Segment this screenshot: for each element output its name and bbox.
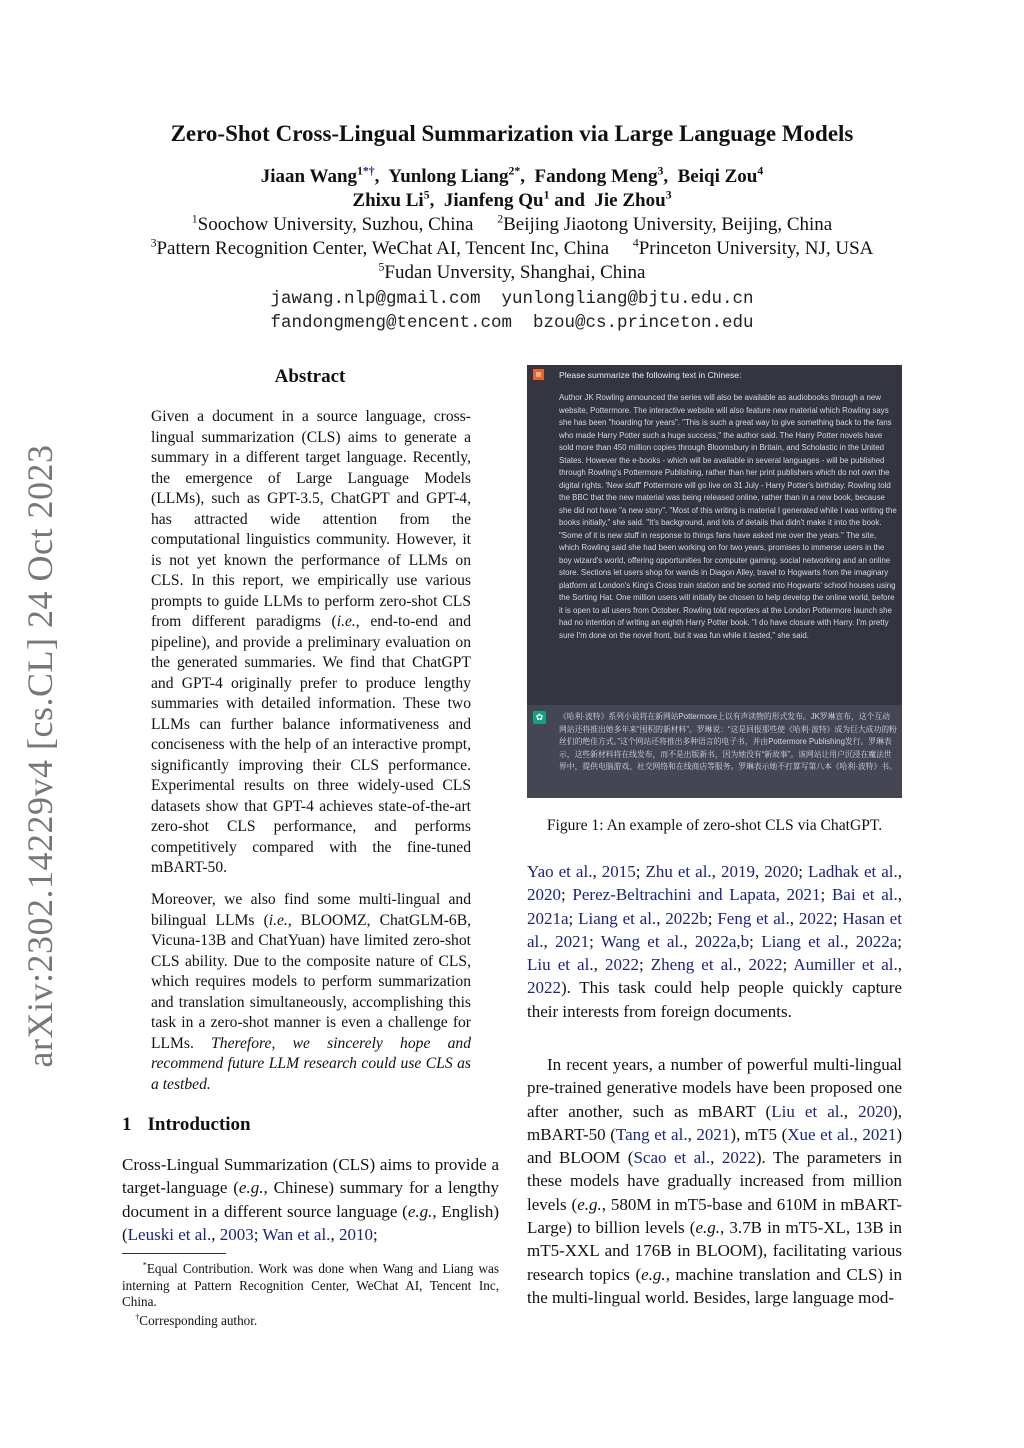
email-line-2[interactable]: fandongmeng@tencent.com bzou@cs.princeton.edu xyxy=(270,313,754,333)
citation-link[interactable]: 2021 xyxy=(696,1124,731,1144)
body-text: ; xyxy=(589,931,601,951)
abstract-heading: Abstract xyxy=(274,366,346,387)
author-line-1 xyxy=(0,166,1024,188)
author: Fandong Meng$^3$, xyxy=(534,164,669,187)
body-text: ; xyxy=(832,908,843,928)
footnote-corresponding: †Corresponding author. xyxy=(135,1312,258,1328)
citation-link[interactable]: Bai et al. xyxy=(831,885,898,905)
body-text: ) and BLOOM ( xyxy=(527,1124,903,1168)
citation-link[interactable]: 2015 xyxy=(601,862,636,881)
right-column-paragraph-2 xyxy=(527,1053,902,1309)
author: Jiaan Wang$^{1*\dagger}$, xyxy=(260,164,380,187)
citation-link[interactable]: b xyxy=(740,931,750,951)
introduction-paragraph: Cross-Lingual Summarization (CLS) aims to provide a target-language (e.g., Chinese) summary for a lengthy document in a different source language (e.g., English) (Leuski et al., 2003; Wan et al., 2010; xyxy=(122,1155,499,1244)
footnote-rule xyxy=(122,1253,226,1254)
prompt-header: Please summarize the following text in Chinese: xyxy=(559,370,742,380)
body-text: , xyxy=(683,931,695,951)
figure-caption: Figure 1: An example of zero-shot CLS via ChatGPT. xyxy=(546,817,883,834)
affiliation-line-1: $^1$Soochow University, Suzhou, China $^2$Beijing Jiaotong University, Beijing, China xyxy=(191,212,833,235)
figure-chatgpt-example xyxy=(527,365,902,798)
citation-link[interactable]: 2022a xyxy=(855,931,898,951)
citation-link[interactable]: Leuski et al. xyxy=(127,1224,212,1244)
citation-link[interactable]: Aumiller et al. xyxy=(793,955,898,975)
chatgpt-response xyxy=(527,705,902,798)
citation-link[interactable]: 2021a xyxy=(527,908,569,928)
body-text: , xyxy=(710,1148,722,1168)
abstract-paragraph-2: Moreover, we also find some multi-lingual and bilingual LLMs (i.e., BLOOMZ, ChatGLM-6B, Vicuna-13B and ChatYuan) have limited zero-shot CLS ability. Due to the composite nature of CLS, which requires models to perform summarization and translation simultaneously, accomplishing this task in a zero-shot manner is even a challenge for LLMs. Therefore, we sincerely hope and recommend future LLM research could use CLS as a testbed. xyxy=(151,891,471,1093)
author: Jie Zhou$^3$ xyxy=(594,188,672,211)
citation-link[interactable]: 2022a xyxy=(694,931,737,951)
citation-link[interactable]: Feng et al. xyxy=(717,908,790,928)
body-text: , 3.7B in mT5-XL, 13B in mT5-XXL and 176B in BLOOM), facilitating various research topics ( xyxy=(527,1218,902,1284)
body-text: ; xyxy=(749,931,762,951)
abstract-paragraph-1: Given a document in a source language, cross-lingual summarization (CLS) aims to generate a summary in a different target language. Recently, the emergence of Large Language Models (LLMs), such as GPT-3.5, ChatGPT and GPT-4, has attracted wide attention from the computational linguistics community. However, it is not yet known the performance of LLMs on CLS. In this report, we empirically use various prompts to guide LLMs to perform zero-shot CLS from different paradigms (i.e., end-to-end and pipeline), and provide a preliminary evaluation on the generated summaries. We find that ChatGPT and GPT-4 originally prefer to produce lengthy summaries with detailed information. These two LLMs can further balance informativeness and conciseness with the help of an interactive prompt, significantly improving their CLS performance. Experimental results on three widely-used CLS datasets show that GPT-4 achieves state-of-the-art zero-shot CLS performance, and performs competitively compared with the fine-tuned mBART-50. xyxy=(151,408,471,876)
citation-link[interactable]: Liang et al. xyxy=(761,931,845,951)
body-text: ). The parameters in these models have gradually increased from million levels ( xyxy=(527,1148,902,1214)
footnote-equal-contribution: *Equal Contribution. Work was done when Wang and Liang was interning at Pattern Recognition Center, WeChat AI, Tencent Inc, China. xyxy=(122,1260,500,1309)
body-text: ; xyxy=(820,885,832,905)
citation-link[interactable]: 2022 xyxy=(527,978,561,998)
citation-link[interactable]: 2022 xyxy=(604,955,639,975)
body-text: ), mT5 ( xyxy=(730,1124,788,1144)
citation-link[interactable]: 2020 xyxy=(764,862,799,881)
body-text: , xyxy=(737,955,749,975)
body-text: , xyxy=(897,885,902,905)
citation-link[interactable]: Wan et al. xyxy=(262,1224,331,1244)
citation-link[interactable]: Xue et al. xyxy=(787,1124,854,1144)
body-text: , xyxy=(687,1124,697,1144)
citation-link[interactable]: 2020 xyxy=(858,1101,893,1121)
body-text: e.g. xyxy=(577,1194,602,1214)
citation-link[interactable]: Yao et al. xyxy=(527,862,593,881)
author: Zhixu Li$^5$, xyxy=(352,188,435,211)
body-text: , xyxy=(656,908,666,928)
citation-link[interactable]: 2010 xyxy=(338,1224,373,1244)
citation-link[interactable]: 2022 xyxy=(748,955,783,975)
body-text: , xyxy=(736,931,741,951)
citation-link[interactable]: 2021 xyxy=(555,931,590,951)
body-text: , xyxy=(543,931,556,951)
body-text: ; xyxy=(782,955,794,975)
body-text: , xyxy=(775,885,787,905)
citation-link[interactable]: Tang et al. xyxy=(615,1124,688,1144)
body-text: , xyxy=(593,955,605,975)
citation-link[interactable]: Zhu et al. xyxy=(645,862,712,881)
citation-link[interactable]: 2003 xyxy=(219,1224,254,1244)
email-line-1[interactable]: jawang.nlp@gmail.com yunlongliang@bjtu.edu.cn xyxy=(270,289,754,309)
body-text: , xyxy=(844,931,856,951)
citation-link[interactable]: 2022 xyxy=(798,908,833,928)
body-text: ; xyxy=(568,908,579,928)
citation-link[interactable]: 2022 xyxy=(721,1148,756,1168)
citation-link[interactable]: Perez-Beltrachini and Lapata xyxy=(572,885,776,905)
body-text: ; xyxy=(635,862,646,881)
citation-link[interactable]: 2019 xyxy=(720,862,755,881)
body-text: ), mBART-50 ( xyxy=(527,1101,903,1144)
citation-link[interactable]: 2020 xyxy=(527,885,561,905)
citation-link[interactable]: Hasan et al. xyxy=(527,908,902,951)
body-text: , xyxy=(897,862,902,881)
body-text: , xyxy=(897,955,903,975)
user-avatar-icon xyxy=(533,369,544,380)
citation-link[interactable]: Liang et al. xyxy=(578,908,657,928)
author: Yunlong Liang$^{2*}$, xyxy=(388,164,525,187)
citation-link[interactable]: Scao et al. xyxy=(633,1148,711,1168)
body-text: , xyxy=(754,862,765,881)
body-text: ; xyxy=(638,955,651,975)
affiliation-line-3: $^5$Fudan Unversity, Shanghai, China xyxy=(378,260,646,283)
body-text: , xyxy=(789,908,799,928)
citation-link[interactable]: 2021 xyxy=(786,885,821,905)
body-text: , machine translation and CLS) in the multi-lingual world. Besides, large language mod- xyxy=(527,1264,903,1307)
body-text: ). This task could help people quickly capture their interests from foreign documents. xyxy=(527,978,902,1021)
citation-link[interactable]: Liu et al. xyxy=(527,955,594,975)
response-text: 《哈利·波特》系列小说将在新网站Pottermore上以有声读物的形式发布。JK罗琳宣布，这个互动网站还将推出她多年来“囤积的新材料”。罗琳说：“这是回报那些使《哈利·波特》成为巨大成功的粉丝们的绝佳方式。”这个网站还将推出多种语言的电子书，并由Pottermore Publishing发行。罗琳表示，这些新材料将在线发布，而不是出版新书，因为她没有“新故事”。该网站让用户沉浸在魔法世界中，提供电脑游戏、社交网络和在线商店等服务。罗琳表示她不打算写第八本《哈利·波特》书。 xyxy=(559,712,897,772)
body-text: , xyxy=(711,862,721,881)
body-text: ; xyxy=(798,862,808,881)
body-text: , 580M in mT5-base and 610M in mBART-Large) to billion levels ( xyxy=(527,1194,902,1238)
body-text: ; xyxy=(707,908,718,928)
author: Jianfeng Qu$^1$ and xyxy=(443,188,585,211)
body-text: , xyxy=(592,862,602,881)
citation-link[interactable]: Zheng et al. xyxy=(650,955,738,975)
citation-link[interactable]: Ladhak et al. xyxy=(807,862,898,881)
section-heading-introduction: 1 Introduction xyxy=(122,1114,251,1135)
body-text: In recent years, a number of powerful multi-lingual pre-trained generative models have been proposed one after another, such as mBART ( xyxy=(527,1055,902,1121)
body-text: e.g. xyxy=(641,1264,666,1284)
author: Beiqi Zou$^4$ xyxy=(677,164,764,187)
paper-title: Zero-Shot Cross-Lingual Summarization via Large Language Models xyxy=(170,121,854,146)
body-text: ; xyxy=(561,885,573,905)
citation-link[interactable]: 2022b xyxy=(665,908,708,928)
body-text: , xyxy=(853,1124,863,1144)
body-text: , xyxy=(843,1101,859,1121)
arxiv-stamp: arXiv:2302.14229v4 [cs.CL] 24 Oct 2023 xyxy=(20,444,60,1068)
prompt-body: Author JK Rowling announced the series will also be available as audiobooks through a new website, Pottermore. The interactive website will also feature new material which Rowling says she has been "hoarding for years". "This is such a great way to give something back to the fans who made Harry Potter such a huge success," the author said. The Harry Potter novels have sold more than 450 million copies through Bloomsbury in Britain, and Scholastic in the United States. However the e-books - which will be available in several languages - will be published through Rowling's Pottermore Publishing, rather than her print publishers which do not own the digital rights. 'New stuff' Pottermore will go live on 31 July - Harry Potter's birthday. Rowling told the BBC that the new material was being released online, rather than in a new book, because she did not have "a new story". "Most of this writing is material I generated while I was writing the books initially," she said. "It's background, and lots of details that didn't make it into the book. "Some of it is new stuff in response to things fans have asked me over the years." The site, which Rowling said she had been working on for two years, promises to immerse users in the boy wizard's world, offering opportunities for computer gaming, social networking and an online store. Sections let users shop for wands in Diagon Alley, travel to Hogwarts from the imaginary platform at London's King's Cross train station and be sorted into Hogwarts' school houses using the Sorting Hat. One million users will initially be chosen to help develop the online world, before it is open to all users from October. Rowling told reporters at the London Pottermore launch she had no intention of writing an eighth Harry Potter book. "I do have closure with Harry. I'm pretty sure I'm done on the novel front, but it was fun while it lasted," she said. xyxy=(559,393,897,640)
chatgpt-logo-icon: ✿ xyxy=(533,711,546,724)
right-column-paragraph-1 xyxy=(527,860,902,1023)
body-text: ; xyxy=(897,931,902,951)
citation-link[interactable]: 2021 xyxy=(862,1124,897,1144)
citation-link[interactable]: Liu et al. xyxy=(771,1101,844,1121)
citation-link[interactable]: Wang et al. xyxy=(600,931,684,951)
body-text: e.g. xyxy=(695,1218,721,1238)
affiliation-line-2: $^3$Pattern Recognition Center, WeChat AI, Tencent Inc, China $^4$Princeton University, NJ, USA xyxy=(150,236,874,259)
author-line-2 xyxy=(0,190,1024,212)
